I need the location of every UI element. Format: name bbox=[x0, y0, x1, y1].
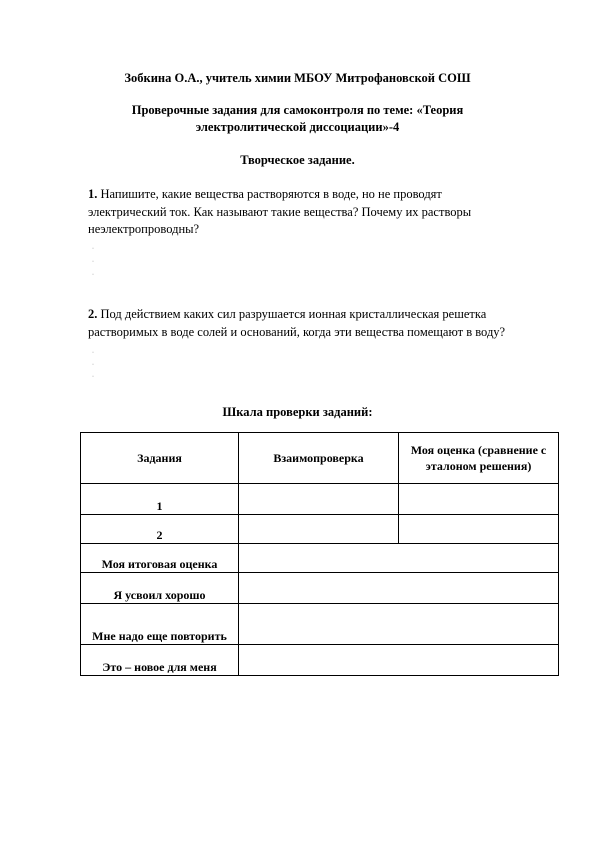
table-header-row bbox=[81, 433, 559, 484]
question-2-text-1: Под действием каких сил разрушается ионная кристаллическая решетка bbox=[97, 307, 487, 321]
summary-cell[interactable] bbox=[239, 604, 559, 645]
summary-label: Моя итоговая оценка bbox=[81, 544, 239, 573]
peer-check-cell[interactable] bbox=[239, 515, 399, 544]
summary-label: Это – новое для меня bbox=[81, 645, 239, 676]
header-tasks: Задания bbox=[81, 433, 239, 484]
summary-label: Мне надо еще повторить bbox=[81, 604, 239, 645]
table-row bbox=[81, 544, 559, 573]
header-peer-check: Взаимопроверка bbox=[239, 433, 399, 484]
task-number: 2 bbox=[81, 515, 239, 544]
paragraph-marker: · bbox=[92, 374, 94, 380]
question-1-line-3: неэлектропроводны? bbox=[88, 222, 200, 236]
summary-cell[interactable] bbox=[239, 645, 559, 676]
question-2-line-1 bbox=[88, 306, 486, 322]
paragraph-marker: · bbox=[92, 246, 94, 252]
question-2-number: 2. bbox=[88, 307, 98, 321]
paragraph-marker: · bbox=[92, 350, 94, 356]
peer-check-cell[interactable] bbox=[239, 484, 399, 515]
title-line-2: электролитической диссоциации»-4 bbox=[195, 120, 400, 134]
paragraph-marker: · bbox=[92, 272, 94, 278]
table-row bbox=[81, 484, 559, 515]
task-number: 1 bbox=[81, 484, 239, 515]
summary-cell[interactable] bbox=[239, 544, 559, 573]
question-2-line-2: растворимых в воде солей и оснований, когда эти вещества помещают в воду? bbox=[88, 325, 506, 339]
author-line: Зобкина О.А., учитель химии МБОУ Митрофановской СОШ bbox=[124, 71, 471, 85]
summary-label: Я усвоил хорошо bbox=[81, 573, 239, 604]
table-row bbox=[81, 645, 559, 676]
table-row bbox=[81, 515, 559, 544]
table-row bbox=[81, 604, 559, 645]
question-1-number: 1. bbox=[88, 187, 98, 201]
table-row bbox=[81, 573, 559, 604]
my-grade-cell[interactable] bbox=[399, 515, 559, 544]
my-grade-cell[interactable] bbox=[399, 484, 559, 515]
question-1-line-1 bbox=[88, 186, 442, 202]
title-line-1: Проверочные задания для самоконтроля по теме: «Теория bbox=[131, 103, 464, 117]
subtitle: Творческое задание. bbox=[240, 153, 355, 167]
paragraph-marker: · bbox=[92, 259, 94, 265]
scale-table bbox=[80, 432, 559, 676]
question-1-text-1: Напишите, какие вещества растворяются в воде, но не проводят bbox=[97, 187, 442, 201]
paragraph-marker: · bbox=[92, 362, 94, 368]
summary-cell[interactable] bbox=[239, 573, 559, 604]
header-my-grade: Моя оценка (сравнение с эталоном решения) bbox=[399, 433, 559, 484]
question-1-line-2: электрический ток. Как называют такие вещества? Почему их растворы bbox=[88, 205, 472, 219]
scale-title: Шкала проверки заданий: bbox=[222, 405, 373, 419]
